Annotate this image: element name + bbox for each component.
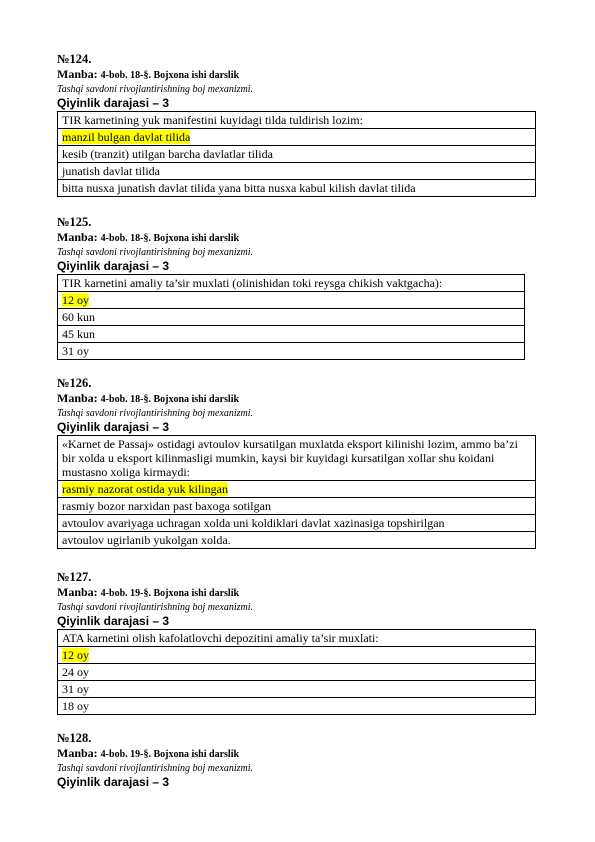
answer-option: 60 kun (58, 309, 525, 326)
question-number: №126. (57, 376, 92, 390)
answer-option: 45 kun (58, 326, 525, 343)
question-block-127 (57, 570, 537, 715)
answer-option: avtoulov ugirlanib yukolgan xolda. (58, 532, 536, 549)
answer-option: kesib (tranzit) utilgan barcha davlatlar tilida (58, 146, 536, 163)
question-table (57, 111, 536, 197)
question-difficulty: Qiyinlik darajasi – 3 (57, 614, 170, 628)
source-label: Manba: (57, 230, 98, 244)
question-source (57, 230, 537, 246)
question-topic: Tashqi savdoni rivojlantirishning boj mexanizmi. (57, 408, 254, 419)
question-difficulty: Qiyinlik darajasi – 3 (57, 775, 170, 789)
answer-option: 24 oy (58, 664, 536, 681)
answer-text: 12 oy (62, 648, 89, 662)
question-difficulty: Qiyinlik darajasi – 3 (57, 259, 170, 273)
answer-option: bitta nusxa junatish davlat tilida yana bitta nusxa kabul kilish davlat tilida (58, 180, 536, 197)
question-topic: Tashqi savdoni rivojlantirishning boj mexanizmi. (57, 602, 254, 613)
answer-text: manzil bulgan davlat tilida (62, 130, 191, 144)
question-number: №124. (57, 52, 92, 66)
source-reference: 4-bob. 18-§. Bojxona ishi darslik (100, 233, 240, 244)
question-source (57, 585, 537, 601)
question-block-125 (57, 215, 537, 360)
question-table (57, 435, 536, 549)
question-block-128 (57, 731, 537, 789)
question-table (57, 629, 536, 715)
source-label: Manba: (57, 67, 98, 81)
source-reference: 4-bob. 19-§. Bojxona ishi darslik (100, 588, 240, 599)
source-label: Manba: (57, 585, 98, 599)
source-label: Manba: (57, 391, 98, 405)
question-number: №127. (57, 570, 92, 584)
question-block-126 (57, 376, 537, 549)
question-text: ATA karnetini olish kafolatlovchi depozitini amaliy ta’sir muxlati: (58, 630, 536, 647)
question-topic: Tashqi savdoni rivojlantirishning boj mexanizmi. (57, 84, 254, 95)
question-text: TIR karnetini amaliy ta’sir muxlati (olinishidan toki reysga chikish vaktgacha): (58, 275, 525, 292)
question-source (57, 746, 537, 762)
source-reference: 4-bob. 18-§. Bojxona ishi darslik (100, 70, 240, 81)
question-topic: Tashqi savdoni rivojlantirishning boj mexanizmi. (57, 247, 254, 258)
question-topic: Tashqi savdoni rivojlantirishning boj mexanizmi. (57, 763, 254, 774)
question-text: «Karnet de Passaj» ostidagi avtoulov kursatilgan muxlatda eksport kilinishi lozim, ammo ba’zi bir xolda u eksport kilinmasligi mumkin, kaysi bir kuyidagi kursatilgan xollar shu koidani mustasno xoliga kirmaydi: (58, 436, 536, 481)
question-source (57, 391, 537, 407)
answer-option: rasmiy bozor narxidan past baxoga sotilgan (58, 498, 536, 515)
question-block-124 (57, 52, 537, 197)
question-table (57, 274, 525, 360)
source-reference: 4-bob. 18-§. Bojxona ishi darslik (100, 394, 240, 405)
answer-text: rasmiy nazorat ostida yuk kilingan (62, 482, 228, 496)
answer-option: junatish davlat tilida (58, 163, 536, 180)
answer-correct (58, 481, 536, 498)
answer-correct (58, 129, 536, 146)
answer-option: 18 oy (58, 698, 536, 715)
answer-correct (58, 292, 525, 309)
source-reference: 4-bob. 19-§. Bojxona ishi darslik (100, 749, 240, 760)
question-text: TIR karnetining yuk manifestini kuyidagi tilda tuldirish lozim: (58, 112, 536, 129)
answer-option: avtoulov avariyaga uchragan xolda uni koldiklari davlat xazinasiga topshirilgan (58, 515, 536, 532)
question-number: №125. (57, 215, 92, 229)
answer-correct (58, 647, 536, 664)
answer-option: 31 oy (58, 681, 536, 698)
answer-text: 12 oy (62, 293, 89, 307)
question-number: №128. (57, 731, 92, 745)
source-label: Manba: (57, 746, 98, 760)
question-source (57, 67, 537, 83)
answer-option: 31 oy (58, 343, 525, 360)
question-difficulty: Qiyinlik darajasi – 3 (57, 420, 170, 434)
question-difficulty: Qiyinlik darajasi – 3 (57, 96, 170, 110)
